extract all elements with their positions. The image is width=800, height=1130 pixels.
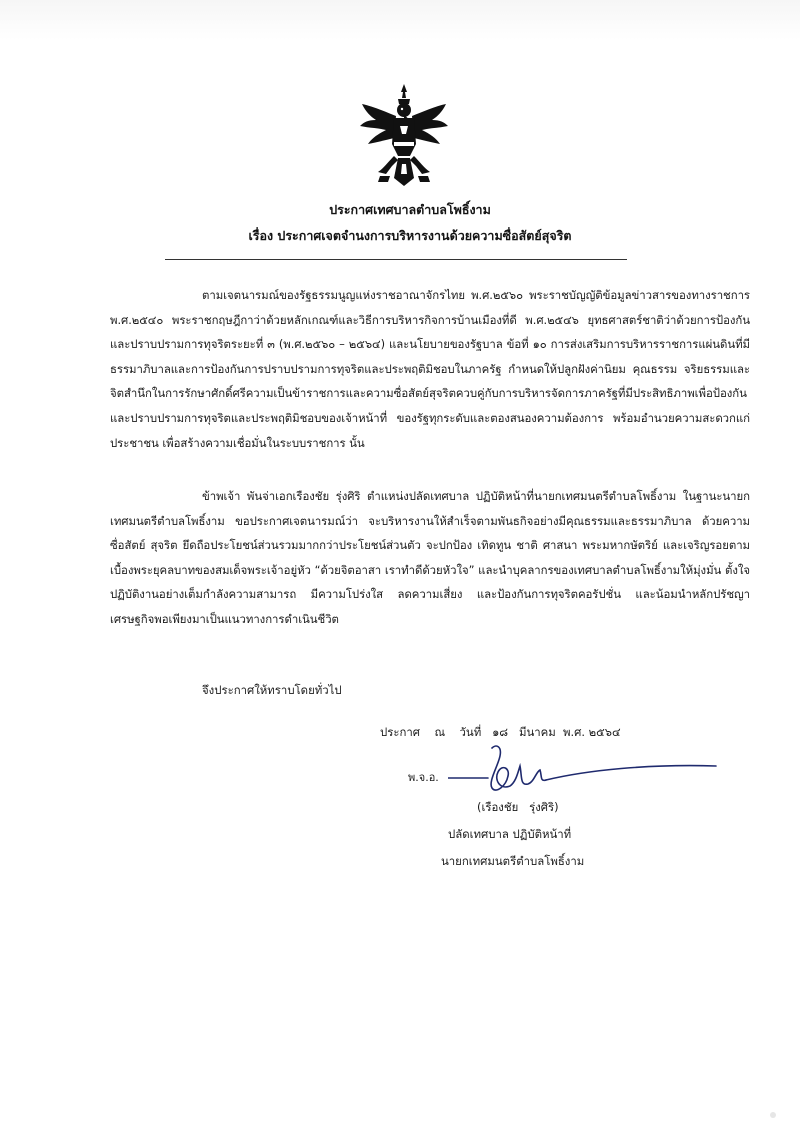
handwritten-signature-icon xyxy=(448,742,718,800)
garuda-emblem-icon xyxy=(358,82,450,192)
rank-prefix: พ.จ.อ. xyxy=(408,771,439,784)
paragraph-1-text: ตามเจตนารมณ์ของรัฐธรรมนูญแห่งราชอาณาจักรไทย พ.ศ.๒๕๖๐ พระราชบัญญัติข้อมูลข่าวสารของทางราชการ พ.ศ.๒๕๔๐ พระราชกฤษฎีกาว่าด้วยหลักเกณฑ์และวิธีการบริหารกิจการบ้านเมืองที่ดี พ.ศ.๒๕๔๖ ยุทธศาสตร์ชาติว่าด้วยการป้องกันและปราบปรามการทุจริตระยะที่ ๓ (พ.ศ.๒๕๖๐ – ๒๕๖๔) และนโยบายของรัฐบาล ข้อที่ ๑๐ การส่งเสริมการบริหารราชการแผ่นดินที่มีธรรมาภิบาลและการป้องกันการปราบปรามการทุจริตและประพฤติมิชอบในภาครัฐ กำหนดให้ปลูกฝังค่านิยม คุณธรรม จริยธรรมและจิตสำนึกในการรักษาศักดิ์ศรีความเป็นข้าราชการและความซื่อสัตย์สุจริตควบคู่กับการบริหารจัดการภาครัฐที่มีประสิทธิภาพเพื่อป้องกันและปราบปรามการทุจริตและประพฤติมิชอบของเจ้าหน้าที่ ของรัฐทุกระดับและตองสนองความต้องการ พร้อมอำนวยความสะดวกแก่ประชาชน เพื่อสร้างความเชื่อมั่นในระบบราชการ นั้น xyxy=(110,288,750,450)
closing-statement: จึงประกาศให้ทราบโดยทั่วไป xyxy=(202,683,342,697)
announcement-title: ประกาศเทศบาลตำบลโพธิ์งาม xyxy=(329,202,491,217)
announcement-date: ประกาศ ณ วันที่ ๑๘ มีนาคม พ.ศ. ๒๕๖๔ xyxy=(380,725,621,739)
announcement-subject: เรื่อง ประกาศเจตจำนงการบริหารงานด้วยความซื่อสัตย์สุจริต xyxy=(248,228,572,243)
paragraph-2-text: ข้าพเจ้า พันจ่าเอกเรืองชัย รุ่งศิริ ตำแหน่งปลัดเทศบาล ปฏิบัติหน้าที่นายกเทศมนตรีตำบลโพธิ์งาม ในฐานะนายกเทศมนตรีตำบลโพธิ์งาม ขอประกาศเจตนารมณ์ว่า จะบริหารงานให้สำเร็จตามพันธกิจอย่างมีคุณธรรมและธรรมาภิบาล ด้วยความซื่อสัตย์ สุจริต ยึดถือประโยชน์ส่วนรวมมากกว่าประโยชน์ส่วนตัว จะปกป้อง เทิดทูน ชาติ ศาสนา พระมหากษัตริย์ และเจริญรอยตามเบื้องพระยุคลบาทของสมเด็จพระเจ้าอยู่หัว “ด้วยจิตอาสา เราทำดีด้วยหัวใจ” และนำบุคลากรของเทศบาลตำบลโพธิ์งามให้มุ่งมั่น ตั้งใจปฏิบัติงานอย่างเต็มกำลังความสามารถ มีความโปร่งใส ลดความเสี่ยง และป้องกันการทุจริตคอรัปชั่น และน้อมนำหลักปรัชญาเศรษฐกิจพอเพียงมาเป็นแนวทางการดำเนินชีวิต xyxy=(110,489,750,626)
signatory-acting-position: นายกเทศมนตรีตำบลโพธิ์งาม xyxy=(441,854,585,868)
scan-shading xyxy=(0,0,800,40)
scan-artifact xyxy=(770,1112,776,1118)
signatory-position: ปลัดเทศบาล ปฏิบัติหน้าที่ xyxy=(448,827,572,841)
body-paragraph-2 xyxy=(110,484,750,632)
body-paragraph-1 xyxy=(110,283,750,455)
title-divider xyxy=(165,259,627,260)
signatory-name: (เรืองชัย รุ่งศิริ) xyxy=(477,800,559,814)
